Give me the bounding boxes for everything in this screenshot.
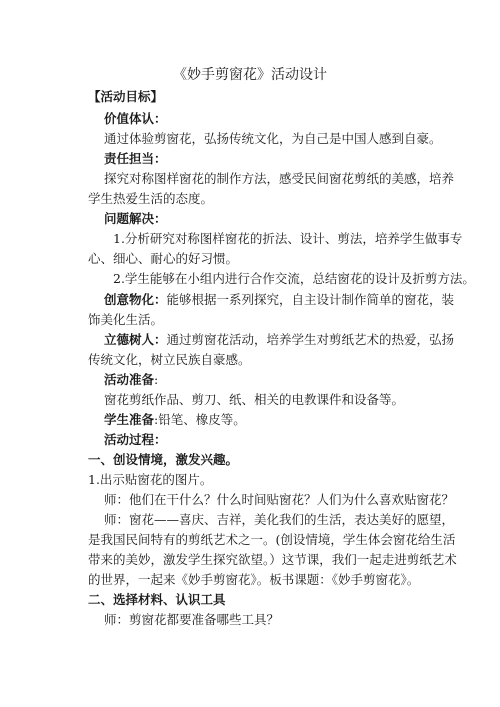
student-prep-line [104, 412, 246, 428]
student-prep-label: 学生准备 [104, 412, 155, 427]
moral-text-line2: 传统文化，树立民族自豪感。 [88, 352, 251, 367]
create-label: 创意物化： [104, 292, 167, 307]
responsibility-text-line2: 学生热爱生活的态度。 [88, 191, 214, 206]
create-text-line1: 能够根据一系列探究，自主设计制作简单的窗花，装 [166, 292, 455, 307]
prep-colon: : [154, 372, 159, 387]
step1-item1: 1.出示贴窗花的图片。 [88, 472, 213, 487]
step1-title: 一、创设情境，激发兴趣。 [88, 452, 239, 467]
moral-line1 [104, 332, 454, 348]
teacher-prep-text: 窗花剪纸作品、剪刀、纸、相关的电教课件和设备等。 [104, 392, 405, 407]
problem-item2: 2.学生能够在小组内进行合作交流，总结窗花的设计及折剪方法。 [113, 271, 475, 286]
responsibility-label: 责任担当： [104, 151, 167, 166]
process-heading: 活动过程： [104, 432, 167, 447]
value-text: 通过体验剪窗花，弘扬传统文化，为自己是中国人感到自豪。 [104, 131, 442, 146]
step1-answer-line1: 师：窗花——喜庆、吉祥，美化我们的生活，表达美好的愿望， [104, 512, 455, 527]
problem-item1-line1: 1.分析研究对称图样窗花的折法、设计、剪法，培养学生做事专 [113, 231, 463, 246]
create-line1 [104, 292, 454, 308]
step2-question: 师：剪窗花都要准备哪些工具？ [104, 612, 280, 627]
problem-item1-line2: 心、细心、耐心的好习惯。 [88, 251, 239, 266]
step1-answer-line4: 的世界，一起来《妙手剪窗花》。板书课题：《妙手剪窗花》。 [88, 572, 420, 587]
student-prep-text: :铅笔、橡皮等。 [154, 412, 246, 427]
goals-heading: 【活动目标】 [88, 89, 164, 104]
moral-text-line1: 通过剪窗花活动，培养学生对剪纸艺术的热爱，弘扬 [166, 332, 455, 347]
step1-question: 师：他们在干什么？什么时间贴窗花？人们为什么喜欢贴窗花？ [104, 492, 455, 507]
moral-label: 立德树人： [104, 332, 167, 347]
step1-answer-line2: 是我国民间特有的剪纸艺术之一。(创设情境，学生体会窗花给生活 [88, 532, 456, 547]
step2-title: 二、选择材料、认识工具 [88, 592, 226, 607]
problem-label: 问题解决： [104, 211, 167, 226]
page-title: 《妙手剪窗花》活动设计 [173, 67, 327, 83]
prep-heading: 活动准备 [104, 372, 155, 387]
responsibility-text-line1: 探究对称图样窗花的制作方法，感受民间窗花剪纸的美感，培养 [104, 171, 455, 186]
value-label: 价值体认： [104, 111, 167, 126]
create-text-line2: 饰美化生活。 [88, 312, 164, 327]
prep-heading-line [104, 372, 158, 388]
step1-answer-line3: 带来的美妙，激发学生探究欲望。）这节课，我们一起走进剪纸艺术 [88, 552, 457, 567]
